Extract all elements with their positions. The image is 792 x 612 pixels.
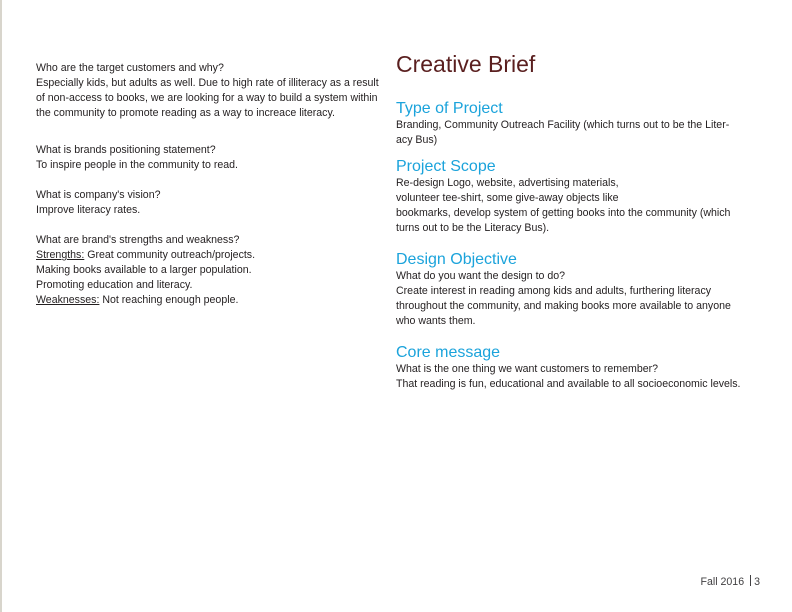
section-line: Branding, Community Outreach Facility (which turns out to be the Liter- <box>396 119 730 131</box>
question-strengths: What are brand's strengths and weakness? <box>36 234 240 246</box>
question-positioning: What is brands positioning statement? <box>36 144 216 156</box>
section-heading-core-message: Core message <box>396 344 501 361</box>
weaknesses-text: Not reaching enough people. <box>99 294 239 306</box>
page-title: Creative Brief <box>396 51 536 77</box>
answer-positioning: To inspire people in the community to read. <box>36 159 238 171</box>
page-edge <box>0 0 2 612</box>
footer-divider <box>750 575 751 586</box>
section-line: who wants them. <box>396 315 476 327</box>
section-line: bookmarks, develop system of getting books into the community (which <box>396 207 731 219</box>
section-heading-design-objective: Design Objective <box>396 251 517 268</box>
section-line: What do you want the design to do? <box>396 270 566 282</box>
section-heading-project-scope: Project Scope <box>396 158 496 175</box>
page-footer <box>640 575 760 589</box>
strengths-text: Great community outreach/projects. <box>84 249 256 261</box>
strengths-line <box>36 248 398 263</box>
section-line: acy Bus) <box>396 134 438 146</box>
section-line: volunteer tee-shirt, some give-away objects like <box>396 192 619 204</box>
weaknesses-line <box>36 293 398 308</box>
right-column <box>396 49 762 392</box>
section-line: Re-design Logo, website, advertising materials, <box>396 177 619 189</box>
answer-line: Especially kids, but adults as well. Due to high rate of illiteracy as a result <box>36 77 379 89</box>
positioning-block <box>36 143 398 173</box>
section-line: throughout the community, and making books more available to anyone <box>396 300 731 312</box>
section-heading-type-of-project: Type of Project <box>396 100 503 117</box>
answer-vision: Improve literacy rates. <box>36 204 141 216</box>
strengths-line: Promoting education and literacy. <box>36 279 193 291</box>
section-line: turns out to be the Literacy Bus). <box>396 222 550 234</box>
strengths-line: Making books available to a larger population. <box>36 264 252 276</box>
footer-season: Fall 2016 <box>700 576 745 588</box>
question-vision: What is company's vision? <box>36 189 161 201</box>
section-line: What is the one thing we want customers to remember? <box>396 363 659 375</box>
vision-block <box>36 188 398 218</box>
strengths-label: Strengths: <box>36 249 85 261</box>
page-number: 3 <box>754 576 760 588</box>
target-customers-block <box>36 61 398 121</box>
strengths-weakness-block <box>36 233 398 308</box>
section-line: That reading is fun, educational and available to all socioeconomic levels. <box>396 378 741 390</box>
weaknesses-label: Weaknesses: <box>36 294 100 306</box>
question-target-customers: Who are the target customers and why? <box>36 62 224 74</box>
answer-line: of non-access to books, we are looking for a way to build a system within <box>36 92 378 104</box>
answer-line: the community to promote reading as a way to increace literacy. <box>36 107 335 119</box>
left-column <box>36 61 398 308</box>
section-line: Create interest in reading among kids and adults, furthering literacy <box>396 285 712 297</box>
